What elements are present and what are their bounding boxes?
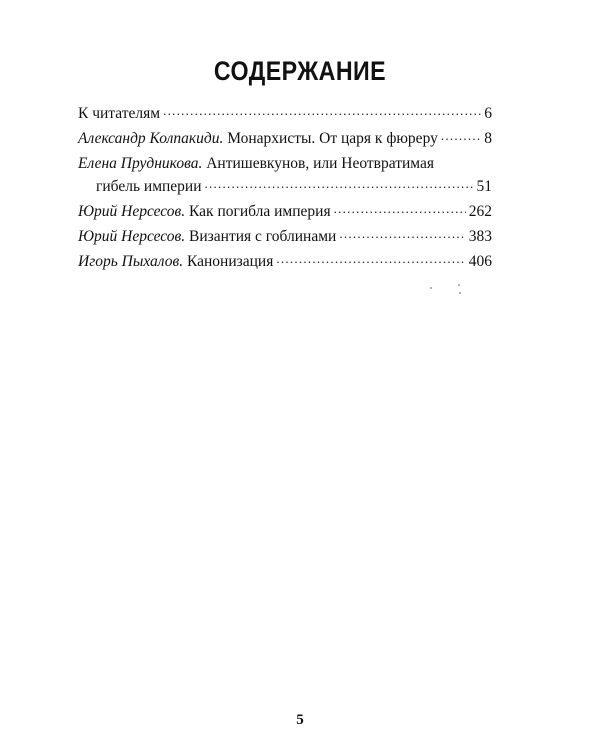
- page-number: 8: [484, 130, 492, 147]
- toc-entry: [78, 152, 492, 198]
- table-of-contents: [78, 102, 492, 275]
- page-title: СОДЕРЖАНИЕ: [213, 56, 387, 86]
- toc-entry: [78, 200, 492, 223]
- toc-entry: [78, 225, 492, 248]
- entry-title: Канонизация: [186, 253, 274, 270]
- entry-author: Юрий Нерсесов.: [78, 203, 186, 220]
- entry-author: Юрий Нерсесов.: [78, 228, 186, 245]
- dot-leader: [163, 99, 481, 122]
- entry-title: Монархисты. От царя к фюреру: [227, 130, 438, 147]
- page-number: 383: [468, 228, 492, 245]
- dot-leader: [276, 247, 465, 270]
- dot-leader: [205, 172, 474, 195]
- print-speck: [459, 292, 461, 294]
- entry-author: Игорь Пыхалов.: [78, 253, 184, 270]
- page-folio: 5: [296, 712, 304, 728]
- entry-title-continuation: гибель империи: [96, 178, 202, 195]
- entry-title: Как погибла империя: [189, 203, 331, 220]
- toc-entry: [78, 127, 492, 150]
- entry-title: Византия с гоблинами: [189, 228, 337, 245]
- entry-title: К читателям: [78, 105, 161, 122]
- toc-entry: [78, 250, 492, 273]
- entry-author: Александр Колпакиди.: [78, 130, 224, 147]
- dot-leader: [334, 197, 466, 220]
- print-speck: [458, 284, 460, 286]
- page-number: 51: [476, 178, 492, 195]
- toc-entry: [78, 102, 492, 125]
- dot-leader: [441, 124, 481, 147]
- entry-author: Елена Прудникова.: [78, 155, 203, 172]
- entry-title: Антишевкунов, или Неотвратимая: [206, 155, 434, 172]
- page-number: 406: [468, 253, 492, 270]
- dot-leader: [339, 222, 465, 245]
- page-number: 262: [468, 203, 492, 220]
- page-number: 6: [484, 105, 492, 122]
- print-speck: [430, 287, 432, 289]
